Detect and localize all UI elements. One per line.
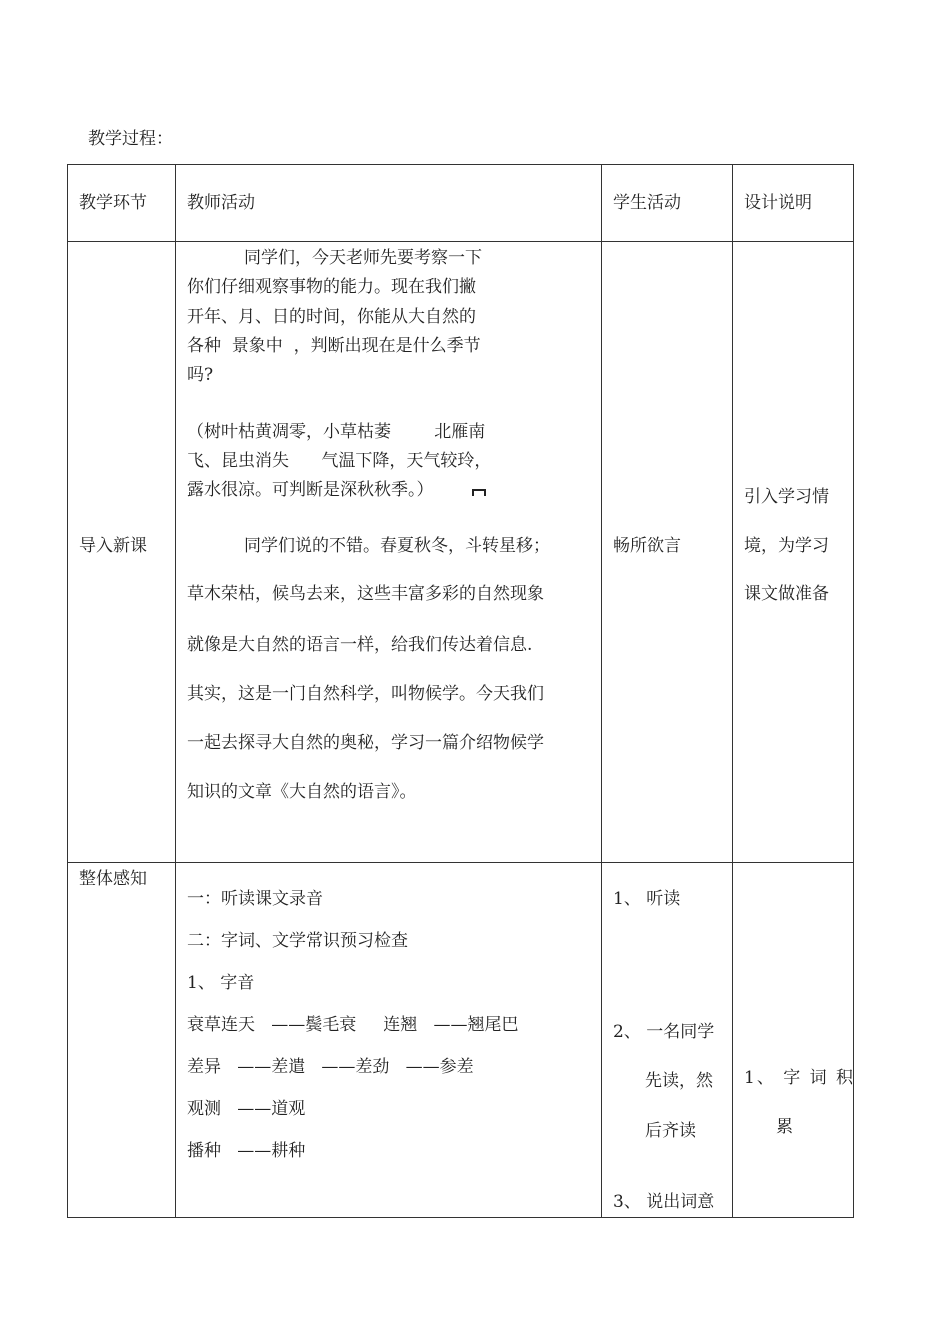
student-overall-item: 1、 听读 [613, 889, 681, 909]
teacher-overall-line: 二：字词、文学常识预习检查 [187, 931, 408, 951]
teacher-overall-line: 一：听读课文录音 [187, 889, 323, 909]
stage-intro: 导入新课 [79, 536, 147, 556]
student-overall-item: 后齐读 [645, 1121, 696, 1141]
student-overall-item: 先读，然 [645, 1071, 713, 1091]
teacher-overall-line: 1、 字音 [187, 973, 255, 993]
design-intro-line: 课文做准备 [744, 584, 829, 604]
teacher-overall-line: 差异 ——差遣 ——差劲 ——参差 [187, 1057, 474, 1077]
table-border-right [853, 164, 854, 1218]
teacher-intro-line: 同学们，今天老师先要考察一下 [244, 248, 482, 268]
teacher-overall-line: 播种 ——耕种 [187, 1141, 306, 1161]
teacher-intro-line: 各种 景象中 ，判断出现在是什么季节 [187, 336, 481, 356]
teacher-intro-summary-line: 一起去探寻大自然的奥秘，学习一篇介绍物候学 [187, 733, 544, 753]
teacher-intro-summary-line: 就像是大自然的语言一样，给我们传达着信息. [187, 635, 533, 655]
table-border-top [67, 164, 854, 165]
teacher-intro-line: 吗? [187, 365, 214, 385]
column-divider-1 [175, 164, 176, 1218]
table-border-bottom [67, 1217, 854, 1218]
teacher-intro-summary-line: 草木荣枯，候鸟去来，这些丰富多彩的自然现象 [187, 584, 544, 604]
teacher-overall-line: 观测 ——道观 [187, 1099, 306, 1119]
stage-overall: 整体感知 [79, 869, 147, 889]
editing-mark [472, 489, 486, 496]
teacher-intro-answer-line: （树叶枯黄凋零，小草枯萎 北雁南 [187, 422, 486, 442]
header-design-notes: 设计说明 [744, 193, 812, 213]
header-row-divider [67, 241, 854, 242]
teacher-intro-summary-line: 其实，这是一门自然科学，叫物候学。今天我们 [187, 684, 544, 704]
teacher-intro-summary-line: 同学们说的不错。春夏秋冬，斗转星移； [244, 536, 550, 556]
header-stage: 教学环节 [79, 193, 147, 213]
teacher-intro-line: 开年、月、日的时间，你能从大自然的 [187, 307, 476, 327]
header-teacher-activity: 教师活动 [187, 193, 255, 213]
table-border-left [67, 164, 68, 1218]
teacher-intro-answer-line: 露水很凉。可判断是深秋秋季。） [187, 480, 434, 500]
page-heading: 教学过程： [88, 129, 173, 149]
student-overall-item: 3、 说出词意 [613, 1192, 715, 1212]
design-overall-line: 累 [776, 1117, 793, 1137]
column-divider-3 [732, 164, 733, 1218]
design-intro-line: 引入学习情 [744, 487, 829, 507]
teacher-overall-line: 衰草连天 ——鬓毛衰 连翘 ——翘尾巴 [187, 1015, 519, 1035]
student-overall-item: 2、 一名同学 [613, 1022, 715, 1042]
teacher-intro-answer-line: 飞、昆虫消失 气温下降，天气较玲， [187, 451, 492, 471]
student-intro: 畅所欲言 [613, 536, 681, 556]
teacher-intro-summary-line: 知识的文章《大自然的语言》。 [187, 782, 417, 802]
header-student-activity: 学生活动 [613, 193, 681, 213]
column-divider-2 [601, 164, 602, 1218]
row-divider [67, 862, 854, 863]
design-intro-line: 境，为学习 [744, 536, 829, 556]
design-overall-line: 1、 字 词 积 [744, 1068, 856, 1088]
teacher-intro-line: 你们仔细观察事物的能力。现在我们撇 [187, 277, 476, 297]
